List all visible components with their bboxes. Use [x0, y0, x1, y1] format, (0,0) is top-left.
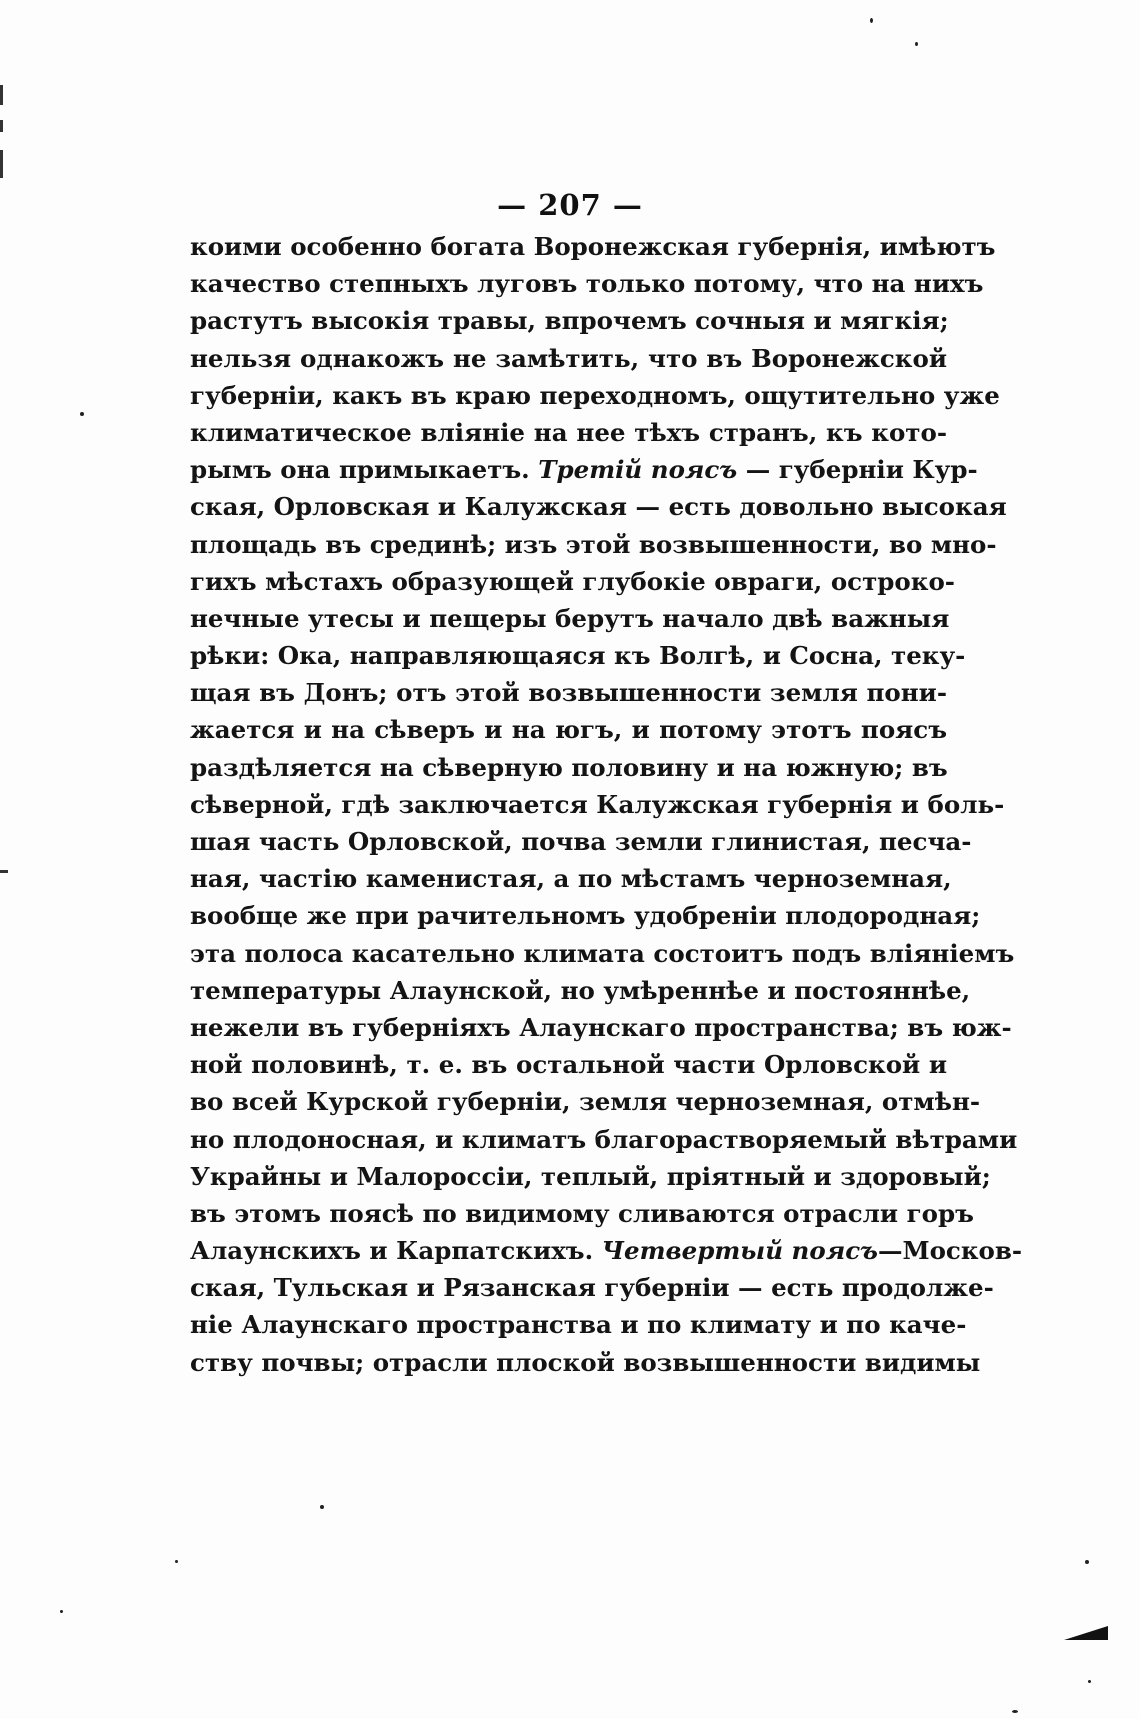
- text-line: вообще же при рачительномъ удобреніи плодородная;: [190, 901, 981, 931]
- text-line: сѣверной, гдѣ заключается Калужская губернія и боль-: [190, 789, 1005, 819]
- text-run: Алаунскихъ и Карпатскихъ.: [190, 1236, 594, 1266]
- text-line: температуры Алаунской, но умѣреннѣе и постояннѣе,: [190, 975, 971, 1005]
- scan-edge-mark: [0, 150, 3, 178]
- text-run: рымъ она примыкаетъ.: [190, 455, 530, 485]
- text-line: во всей Курской губерніи, земля черноземная, отмѣн-: [190, 1087, 981, 1117]
- text-line: нежели въ губерніяхъ Алаунскаго пространства; въ юж-: [190, 1012, 1012, 1042]
- text-line: климатическое вліяніе на нее тѣхъ странъ, къ кото-: [190, 417, 947, 447]
- text-line: шая часть Орловской, почва земли глинистая, песча-: [190, 827, 972, 856]
- scan-speck: [320, 1505, 324, 1509]
- text-line: рѣки: Ока, направляющаяся къ Волгѣ, и Сосна, теку-: [190, 641, 966, 671]
- scan-speck: [1012, 1710, 1018, 1713]
- text-line: нельзя однакожъ не замѣтить, что въ Воронежской: [190, 343, 947, 373]
- text-line: раздѣляется на сѣверную половину и на южную; въ: [190, 752, 948, 782]
- scan-speck: [1085, 1560, 1089, 1564]
- text-line: гихъ мѣстахъ образующей глубокіе овраги, остроко-: [190, 566, 955, 596]
- text-line: ская, Тульская и Рязанская губерніи — есть продолже-: [190, 1273, 994, 1303]
- text-line: но плодоносная, и климатъ благорастворяемый вѣтрами: [190, 1124, 1018, 1154]
- text-line: въ этомъ поясѣ по видимому сливаются отрасли горъ: [190, 1198, 974, 1228]
- text-run: —Москов-: [877, 1236, 1023, 1266]
- scan-speck: [60, 1610, 63, 1613]
- text-line: коими особенно богата Воронежская губернія, имѣютъ: [190, 232, 996, 261]
- scan-speck: [175, 1560, 178, 1563]
- scan-edge-mark: [0, 120, 3, 132]
- text-line: жается и на сѣверъ и на югъ, и потому этотъ поясъ: [190, 715, 947, 745]
- scan-speck: [1088, 1680, 1091, 1683]
- corner-ink-mark: [1064, 1626, 1108, 1640]
- text-line: нечные утесы и пещеры берутъ начало двѣ важныя: [190, 603, 950, 633]
- section-heading-fourth-belt: Четвертый поясъ: [601, 1236, 878, 1266]
- text-run: — губерніи Кур-: [745, 455, 978, 485]
- text-line: ніе Алаунскаго пространства и по климату и по каче-: [190, 1310, 967, 1340]
- text-line: ной половинѣ, т. е. въ остальной части Орловской и: [190, 1050, 947, 1080]
- scan-speck: [80, 412, 84, 416]
- text-line: ская, Орловская и Калужская — есть довольно высокая: [190, 492, 1007, 522]
- text-line: губерніи, какъ въ краю переходномъ, ощутительно уже: [190, 380, 1000, 410]
- body-text: [190, 228, 1023, 1381]
- text-line: щая въ Донъ; отъ этой возвышенности земля пони-: [190, 678, 947, 708]
- scan-speck: [915, 42, 918, 46]
- text-line: растутъ высокія травы, впрочемъ сочныя и мягкія;: [190, 306, 949, 336]
- page-number: — 207 —: [497, 188, 643, 222]
- text-line: Украйны и Малороссіи, теплый, пріятный и здоровый;: [190, 1161, 991, 1191]
- text-line: площадь въ срединѣ; изъ этой возвышенности, во мно-: [190, 529, 997, 559]
- text-line: [190, 1232, 1023, 1269]
- text-line: ству почвы; отрасли плоской возвышенности видимы: [190, 1347, 981, 1377]
- scan-edge-mark: [0, 85, 3, 105]
- text-line: качество степныхъ луговъ только потому, что на нихъ: [190, 269, 984, 299]
- text-line: эта полоса касательно климата состоитъ подъ вліяніемъ: [190, 938, 1015, 968]
- text-line: [190, 451, 978, 488]
- scan-edge-mark: [0, 870, 8, 873]
- text-line: ная, частію каменистая, а по мѣстамъ черноземная,: [190, 864, 952, 894]
- section-heading-third-belt: Третій поясъ: [538, 455, 738, 485]
- scan-speck: [870, 18, 873, 23]
